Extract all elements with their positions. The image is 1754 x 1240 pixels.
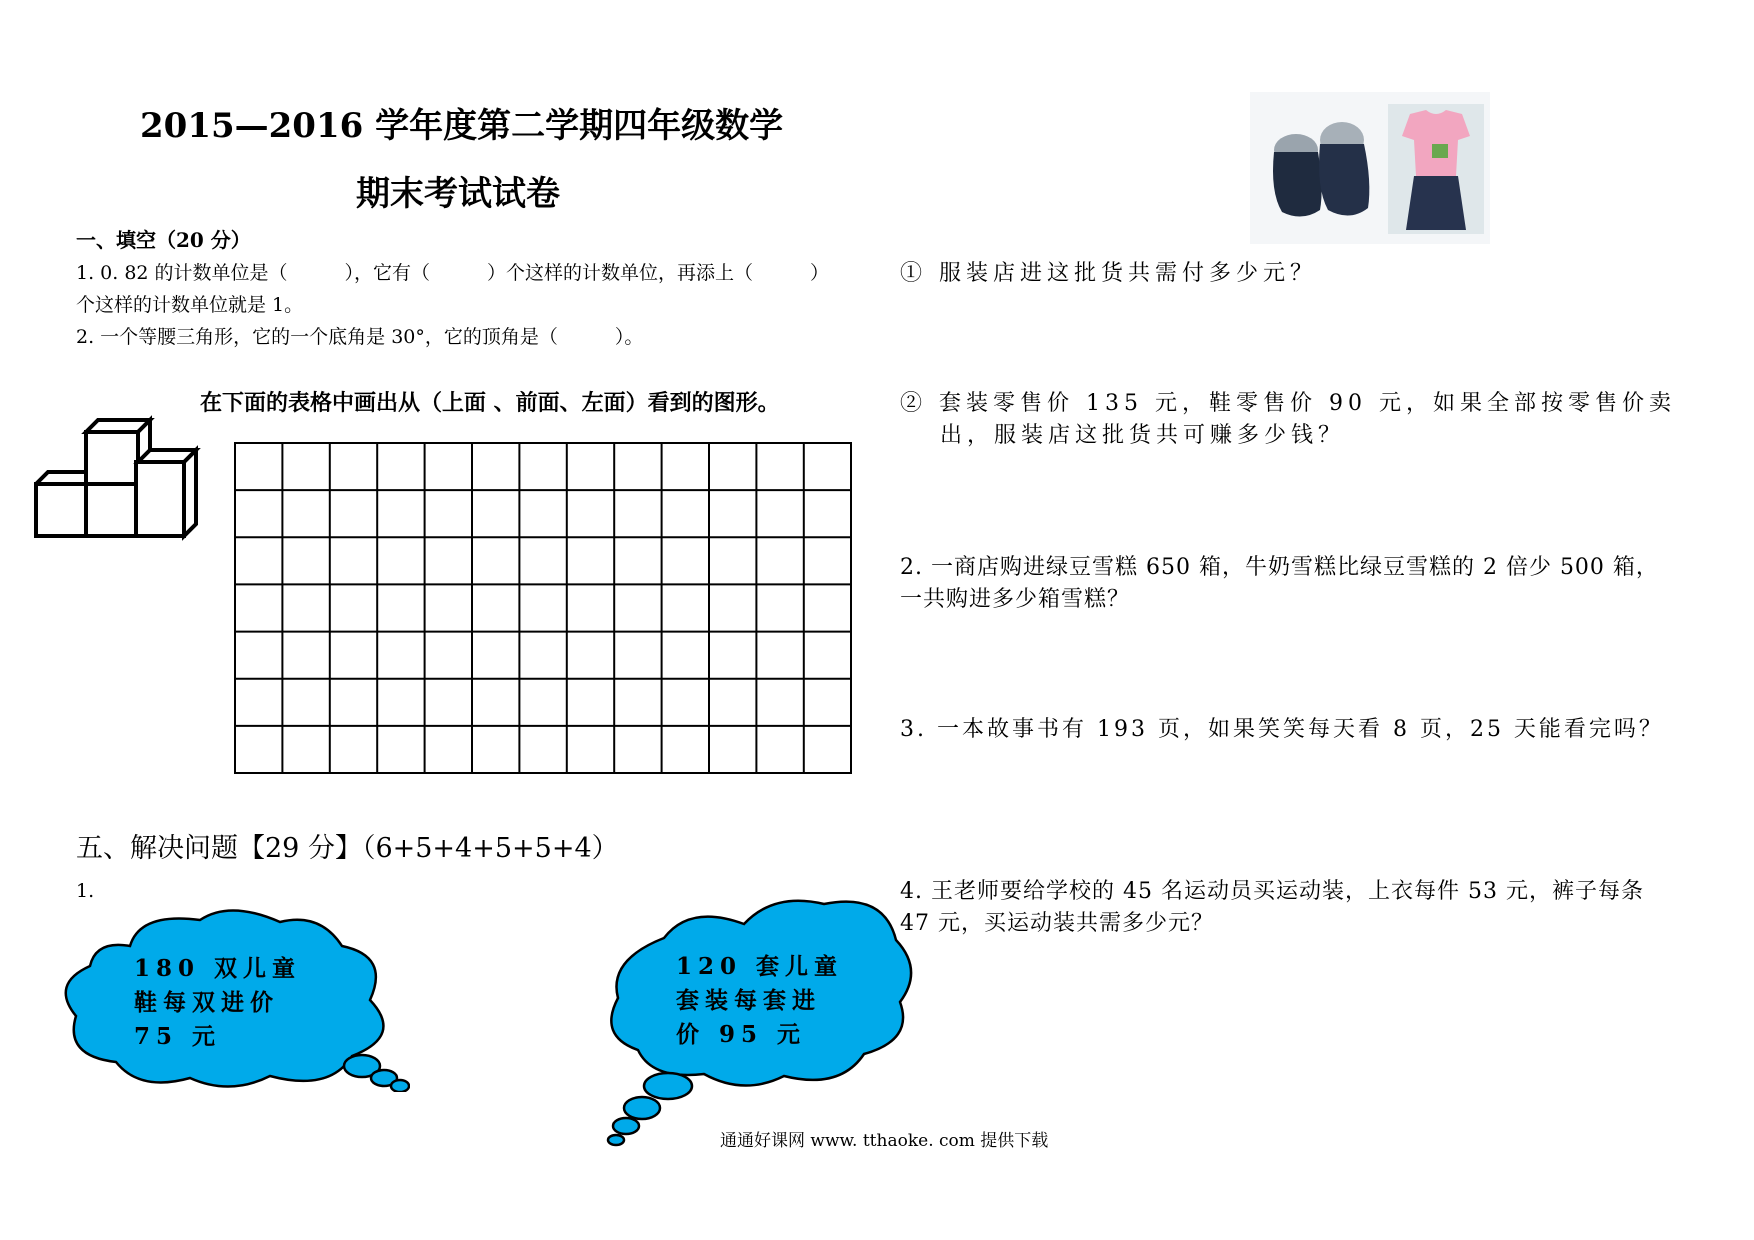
subquestion-1: ① 服装店进这批货共需付多少元？ <box>900 261 1317 286</box>
problem-4-line2: 47 元，买运动装共需多少元？ <box>900 911 1214 936</box>
problem-2-line1: 2. 一商店购进绿豆雪糕 650 箱，牛奶雪糕比绿豆雪糕的 2 倍少 500 箱， <box>900 555 1659 580</box>
page-title: 2015—2016 学年度第二学期四年级数学 <box>140 106 784 146</box>
cloud-left-text: 180 双儿童鞋每双进价 75 元 <box>134 955 302 1050</box>
drawing-grid[interactable] <box>234 442 854 776</box>
girls-outfit-icon <box>1388 104 1484 234</box>
subquestion-2-line1: ② 套装零售价 135 元，鞋零售价 90 元，如果全部按零售价卖 <box>900 391 1676 416</box>
problem-2-line2: 一共购进多少箱雪糕？ <box>900 587 1131 612</box>
problem-1-label: 1. <box>76 880 95 902</box>
question-1-line2: 个这样的计数单位就是 1。 <box>76 294 304 316</box>
section-fill-blanks-heading: 一、填空（20 分） <box>76 228 251 252</box>
problem-3: 3. 一本故事书有 193 页，如果笑笑每天看 8 页，25 天能看完吗？ <box>900 717 1664 742</box>
page-subtitle: 期末考试试卷 <box>356 174 560 214</box>
grid-instruction: 在下面的表格中画出从（上面 、前面、左面）看到的图形。 <box>200 390 780 416</box>
section-problem-solving-heading: 五、解决问题【29 分】（6+5+4+5+5+4） <box>76 833 619 864</box>
question-1-line1: 1. 0. 82 的计数单位是（ ），它有（ ）个这样的计数单位，再添上（ ） <box>76 262 830 284</box>
cloud-right-text: 120 套儿童套装每套进价 95 元 <box>676 953 844 1048</box>
subquestion-2-line2: 出，服装店这批货共可赚多少钱？ <box>940 423 1346 448</box>
question-2: 2. 一个等腰三角形，它的一个底角是 30°，它的顶角是（ ）。 <box>76 326 644 348</box>
cube-figure-icon <box>34 412 214 542</box>
problem-4-line1: 4. 王老师要给学校的 45 名运动员买运动装，上衣每件 53 元，裤子每条 <box>900 879 1644 904</box>
footer-source: 通通好课网 www. tthaoke. com 提供下载 <box>720 1131 1049 1151</box>
kids-clothing-photo <box>1250 92 1490 244</box>
